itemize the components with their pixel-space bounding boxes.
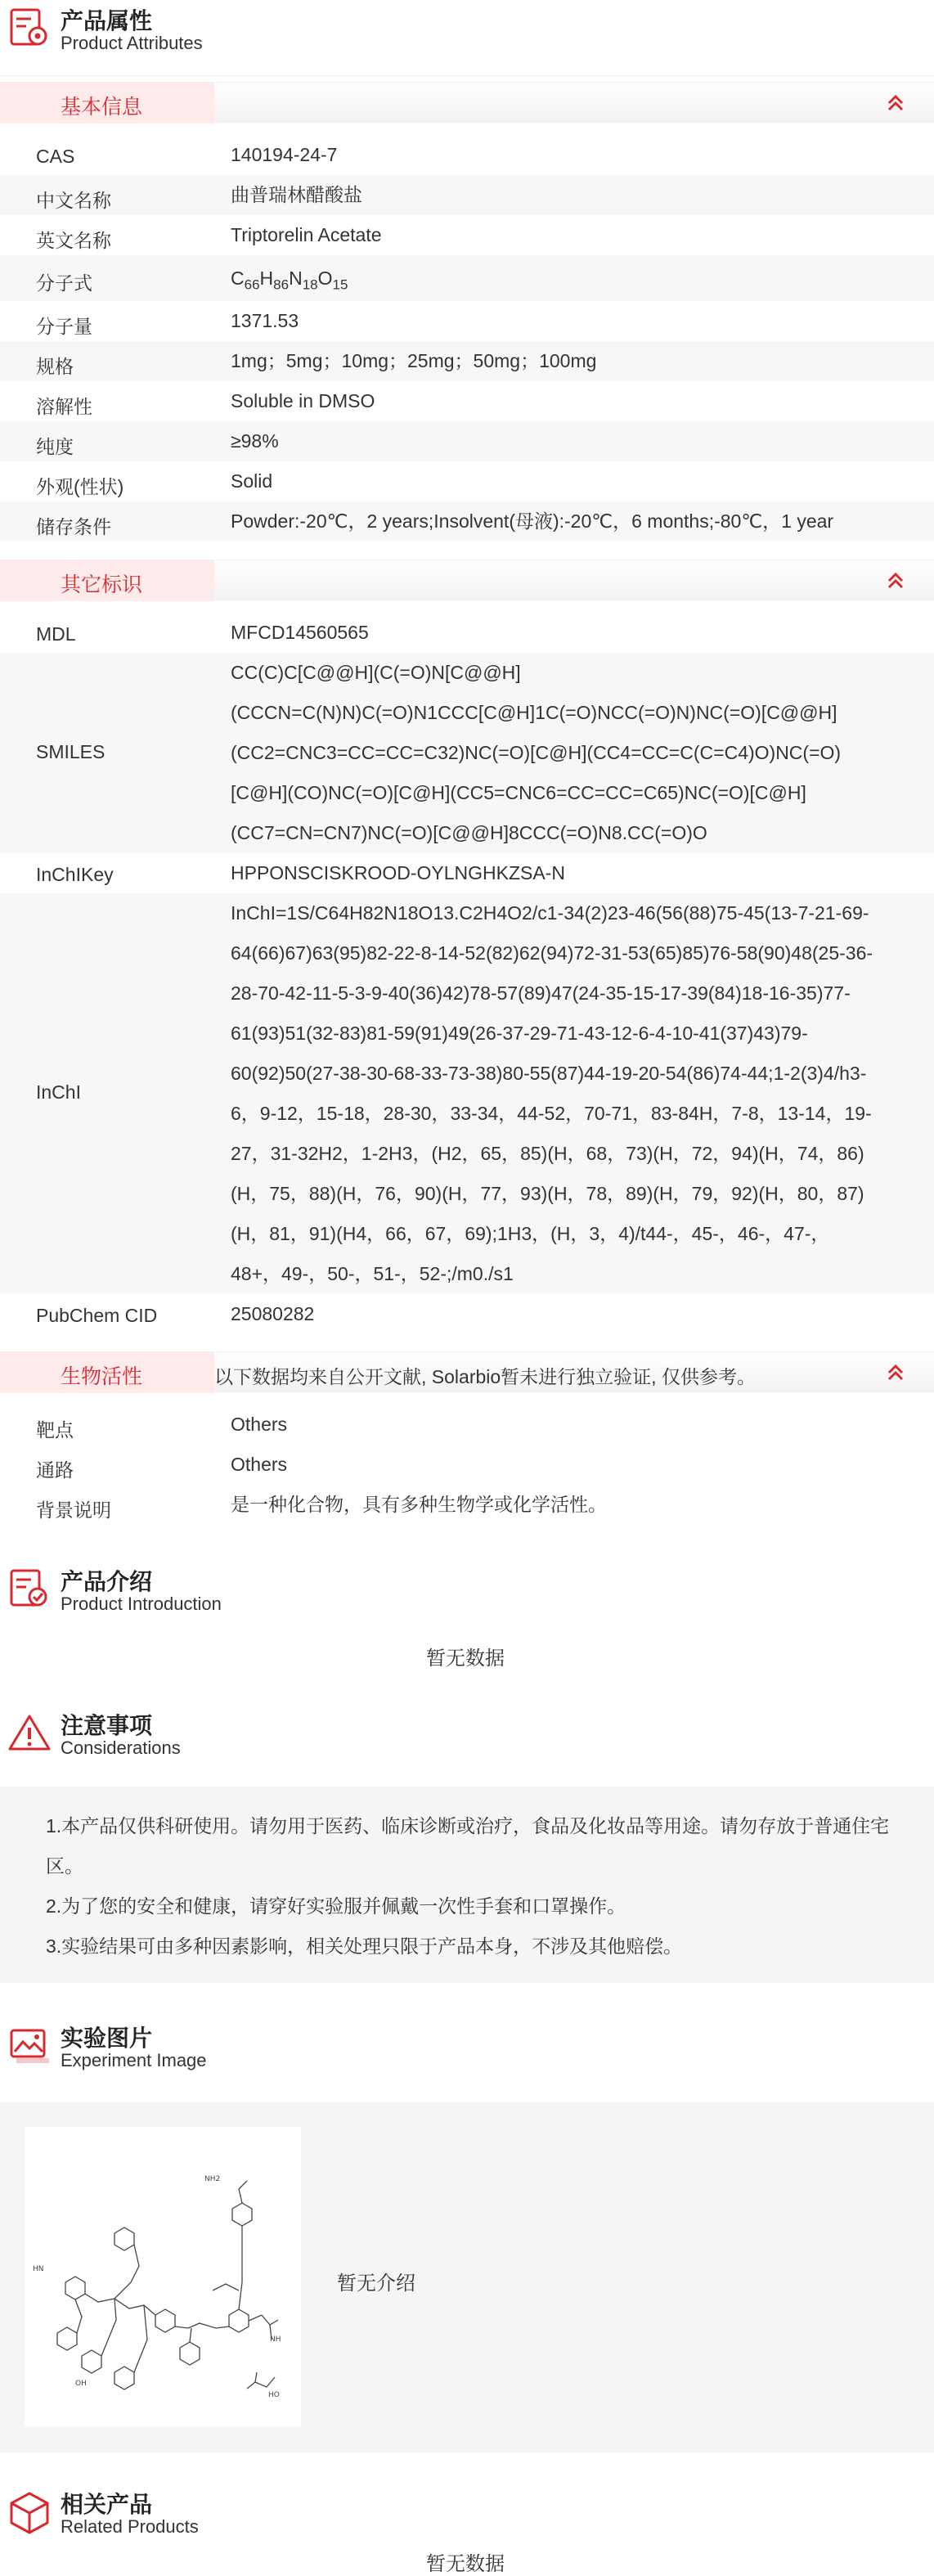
disclaimer-note: 以下数据均来自公开文献, Solarbio暂未进行独立验证, 仅供参考。 xyxy=(214,1366,756,1387)
attr-row-formula xyxy=(0,255,934,301)
chemical-structure-drawing xyxy=(25,2127,301,2426)
smiles-line: (CC2=CNC3=CC=CC=C32)NC(=O)[C@H](CC4=CC=C(C=C4)O)NC(=O) xyxy=(231,742,842,763)
attr-value: Others xyxy=(231,1454,288,1475)
basic-info-tab xyxy=(0,83,214,124)
inchi-line: 64(66)67)63(95)82-22-8-14-52(82)62(94)72-31-53(65)85)76-58(90)48(25-36- xyxy=(231,942,873,964)
formula-element: O xyxy=(317,267,333,289)
product-intro-header xyxy=(0,1561,934,1626)
attr-row-smiles xyxy=(0,653,934,853)
attr-row-pathway xyxy=(0,1445,934,1485)
attr-row-pubchem xyxy=(0,1294,934,1334)
attr-key: 纯度 xyxy=(36,436,74,457)
formula-element: N xyxy=(289,267,303,289)
attr-value: 25080282 xyxy=(231,1303,315,1324)
inchi-line: 60(92)50(27-38-30-68-33-73-38)80-55(87)44-19-20-54(86)74-44;1-2(3)4/h3- xyxy=(231,1063,867,1084)
image-icon xyxy=(7,2022,52,2068)
attr-value: 是一种化合物，具有多种生物学或化学活性。 xyxy=(231,1494,607,1515)
attr-row-mdl xyxy=(0,613,934,653)
attr-row-purity xyxy=(0,421,934,461)
inchi-line: 6，9-12，15-18，28-30，33-34，44-52，70-71，83-84H，7-8，13-14，19- xyxy=(231,1103,872,1124)
attr-key: 靶点 xyxy=(36,1419,74,1441)
divider xyxy=(0,75,934,76)
considerations-header xyxy=(0,1705,934,1770)
structure-label: OH xyxy=(75,2380,87,2388)
collapse-chevron-up-icon[interactable] xyxy=(885,92,906,114)
formula-count: 86 xyxy=(273,276,290,293)
basic-info-tab-label: 基本信息 xyxy=(61,96,143,119)
attr-key: 溶解性 xyxy=(36,396,92,417)
formula-count: 66 xyxy=(244,276,260,293)
attr-value: HPPONSCISKROOD-OYLNGHKZSA-N xyxy=(231,862,565,883)
attr-key: 规格 xyxy=(36,356,74,377)
experiment-image-header xyxy=(0,2017,934,2083)
attr-value: Others xyxy=(231,1414,288,1435)
attr-key: CAS xyxy=(36,146,75,167)
attr-key: InChIKey xyxy=(36,864,114,885)
structure-label: HN xyxy=(33,2265,44,2273)
basic-info-bar[interactable] xyxy=(0,82,934,123)
attr-row-target xyxy=(0,1405,934,1445)
structure-image[interactable] xyxy=(25,2127,301,2426)
section-title: 产品属性 xyxy=(61,8,153,34)
section-subtitle: Product Attributes xyxy=(61,33,203,53)
section-subtitle: Product Introduction xyxy=(61,1594,222,1614)
bio-activity-tab xyxy=(0,1352,214,1393)
attr-value: Triptorelin Acetate xyxy=(231,224,382,245)
molecular-formula xyxy=(231,258,909,305)
attr-value: Powder:-20℃，2 years;Insolvent(母液):-20℃，6 months;-80℃，1 year xyxy=(231,510,834,532)
warning-icon xyxy=(7,1710,52,1756)
attr-value: 1371.53 xyxy=(231,310,299,331)
attr-key: PubChem CID xyxy=(36,1305,158,1326)
settings-document-icon xyxy=(7,5,52,51)
attr-key: InChI xyxy=(36,1081,81,1103)
attr-key: 中文名称 xyxy=(36,190,111,211)
attr-row-en-name xyxy=(0,215,934,255)
section-subtitle: Experiment Image xyxy=(61,2050,207,2070)
experiment-caption: 暂无介绍 xyxy=(337,2273,415,2295)
inchi-line: 48+，49-，50-，51-，52-;/m0./s1 xyxy=(231,1263,514,1284)
bio-activity-bar[interactable] xyxy=(0,1351,934,1392)
section-title: 相关产品 xyxy=(61,2492,153,2517)
attr-key: SMILES xyxy=(36,741,106,762)
attr-value: 140194-24-7 xyxy=(231,144,338,165)
attr-key: 通路 xyxy=(36,1459,74,1481)
attr-row-inchikey xyxy=(0,853,934,893)
other-ids-tab-label: 其它标识 xyxy=(61,573,143,596)
attr-value: 1mg；5mg；10mg；25mg；50mg；100mg xyxy=(231,350,597,371)
related-products-empty: 暂无数据 xyxy=(426,2553,505,2575)
product-attributes-header xyxy=(0,0,934,74)
inchi-line: (H，75，88)(H，76，90)(H，77，93)(H，78，89)(H，79，92)(H，80，87) xyxy=(231,1183,864,1204)
inchi-line: 61(93)51(32-83)81-59(91)49(26-37-29-71-43-12-6-4-10-41(37)43)79- xyxy=(231,1023,808,1044)
inchi-line: InChI=1S/C64H82N18O13.C2H4O2/c1-34(2)23-46(56(88)75-45(13-7-21-69- xyxy=(231,902,869,924)
formula-element: C xyxy=(231,267,245,289)
section-title: 实验图片 xyxy=(61,2025,153,2051)
structure-label: NH2 xyxy=(204,2175,221,2183)
attr-row-cas xyxy=(0,135,934,175)
notice-item: 3.实验结果可由多种因素影响，相关处理只限于产品本身，不涉及其他赔偿。 xyxy=(46,1935,683,1957)
formula-count: 18 xyxy=(302,276,318,293)
section-title: 产品介绍 xyxy=(61,1569,153,1594)
formula-element: H xyxy=(259,267,274,289)
attr-row-appearance xyxy=(0,461,934,501)
attr-value: Solid xyxy=(231,470,273,492)
smiles-line: [C@H](CO)NC(=O)[C@H](CC5=CNC6=CC=CC=C65)NC(=O)[C@H] xyxy=(231,782,806,803)
attr-key: 英文名称 xyxy=(36,230,111,251)
attr-value: MFCD14560565 xyxy=(231,622,369,643)
structure-label: HO xyxy=(268,2391,280,2399)
attr-row-storage xyxy=(0,501,934,542)
inchi-line: 27，31-32H2，1-2H3，(H2，65，85)(H，68，73)(H，72，94)(H，74，86) xyxy=(231,1143,864,1164)
document-check-icon xyxy=(7,1566,52,1612)
attr-value: ≥98% xyxy=(231,430,279,452)
considerations-panel xyxy=(0,1787,934,1983)
attr-value: Soluble in DMSO xyxy=(231,390,375,411)
section-title: 注意事项 xyxy=(61,1713,153,1738)
attr-row-solubility xyxy=(0,381,934,421)
attr-key: 分子式 xyxy=(36,272,92,294)
collapse-chevron-up-icon[interactable] xyxy=(885,570,906,591)
smiles-line: (CCCN=C(N)N)C(=O)N1CCC[C@H]1C(=O)NCC(=O)N)NC(=O)[C@@H] xyxy=(231,702,837,723)
other-ids-tab xyxy=(0,560,214,601)
inchi-line: 28-70-42-11-5-3-9-40(36)42)78-57(89)47(24-35-15-17-39(84)18-16-35)77- xyxy=(231,982,851,1004)
attr-row-spec xyxy=(0,341,934,381)
product-intro-empty: 暂无数据 xyxy=(426,1648,505,1670)
collapse-chevron-up-icon[interactable] xyxy=(885,1362,906,1383)
related-products-header xyxy=(0,2484,934,2537)
attr-key: MDL xyxy=(36,623,76,645)
attr-key: 背景说明 xyxy=(36,1499,111,1521)
attr-row-inchi xyxy=(0,893,934,1294)
section-subtitle: Considerations xyxy=(61,1738,181,1758)
notice-item: 2.为了您的安全和健康，请穿好实验服并佩戴一次性手套和口罩操作。 xyxy=(46,1895,626,1917)
formula-count: 15 xyxy=(332,276,348,293)
inchi-line: (H，81，91)(H4，66，67，69);1H3，(H，3，4)/t44-，45-，46-，47-， xyxy=(231,1223,830,1244)
section-subtitle: Related Products xyxy=(61,2516,199,2537)
bio-activity-tab-label: 生物活性 xyxy=(61,1365,143,1388)
attr-key: 储存条件 xyxy=(36,516,111,537)
attr-key: 分子量 xyxy=(36,316,92,337)
smiles-line: (CC7=CN=CN7)NC(=O)[C@@H]8CCC(=O)N8.CC(=O)O xyxy=(231,822,707,843)
attr-value: 曲普瑞林醋酸盐 xyxy=(231,184,362,205)
structure-label: NH xyxy=(270,2335,281,2344)
attr-key: 外观(性状) xyxy=(36,476,124,497)
cube-icon xyxy=(7,2488,52,2534)
attr-row-background xyxy=(0,1485,934,1525)
attr-row-mw xyxy=(0,301,934,341)
attr-row-cn-name xyxy=(0,175,934,215)
notice-item: 1.本产品仅供科研使用。请勿用于医药、临床诊断或治疗，食品及化妆品等用途。请勿存放于普通住宅区。 xyxy=(46,1815,890,1877)
other-ids-bar[interactable] xyxy=(0,560,934,600)
smiles-line: CC(C)C[C@@H](C(=O)N[C@@H] xyxy=(231,662,521,683)
